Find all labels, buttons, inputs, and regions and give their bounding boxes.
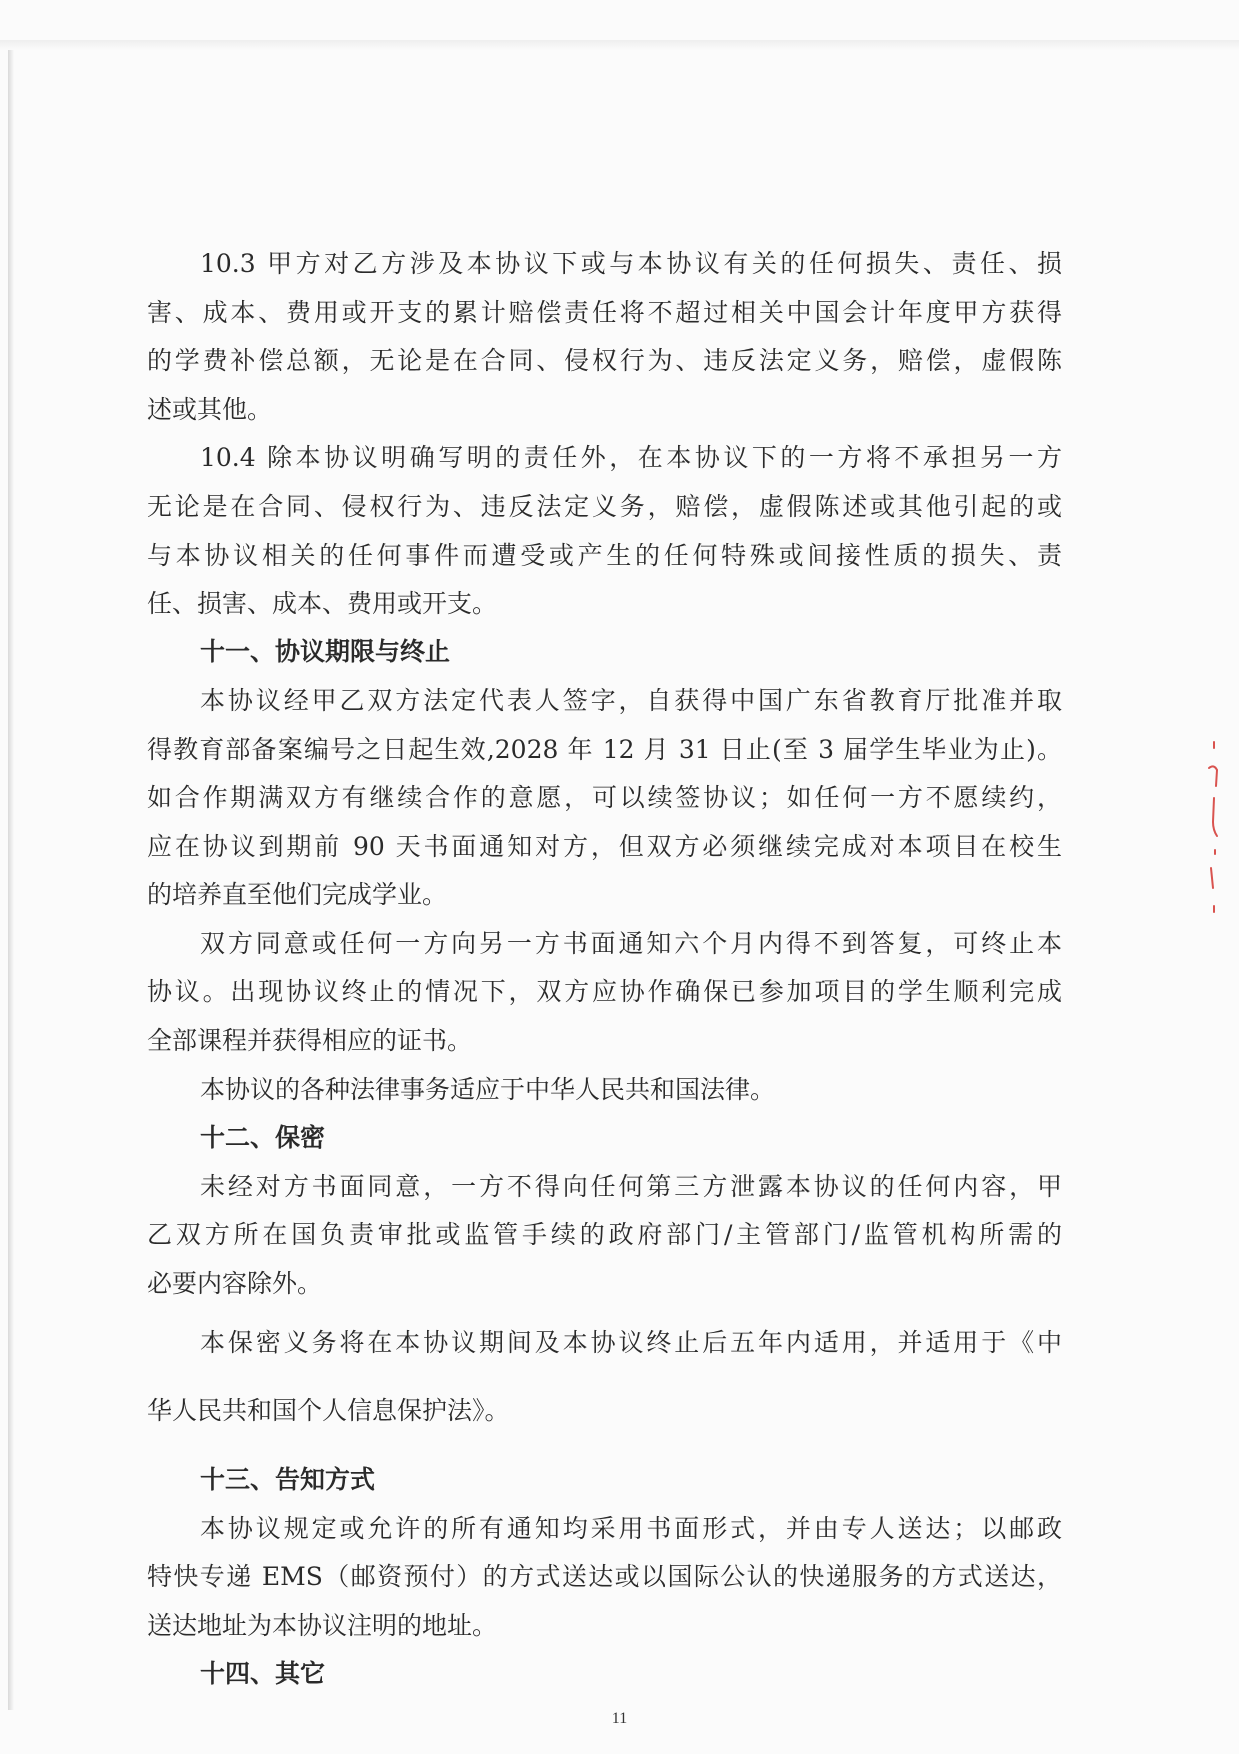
para-12-2-line-1: 本保密义务将在本协议期间及本协议终止后五年内适用，并适用于《中 [200, 1328, 1062, 1357]
seal-edge-mark [1205, 738, 1223, 918]
para-10-3-line-1: 10.3 甲方对乙方涉及本协议下或与本协议有关的任何损失、责任、损 [200, 249, 1062, 278]
para-11-2-line-2: 协议。出现协议终止的情况下，双方应协作确保已参加项目的学生顺利完成 [147, 977, 1062, 1006]
section-heading-14: 十四、其它 [200, 1659, 326, 1688]
para-13-1-line-2: 特快专递 EMS（邮资预付）的方式送达或以国际公认的快递服务的方式送达， [147, 1562, 1062, 1591]
para-11-2-line-1: 双方同意或任何一方向另一方书面通知六个月内得不到答复，可终止本 [200, 929, 1062, 958]
para-10-3-line-2: 害、成本、费用或开支的累计赔偿责任将不超过相关中国会计年度甲方获得 [147, 298, 1062, 327]
section-heading-13: 十三、告知方式 [200, 1465, 376, 1494]
scan-left-edge [8, 50, 14, 1710]
para-11-1-line-4: 应在协议到期前 90 天书面通知对方，但双方必须继续完成对本项目在校生 [147, 832, 1062, 861]
para-10-4-line-4: 任、损害、成本、费用或开支。 [147, 589, 498, 618]
para-11-1-line-2: 得教育部备案编号之日起生效,2028 年 12 月 31 日止(至 3 届学生毕业为止)。 [147, 735, 1062, 764]
para-10-3-line-3: 的学费补偿总额，无论是在合同、侵权行为、违反法定义务，赔偿，虚假陈 [147, 346, 1062, 375]
para-12-1-line-1: 未经对方书面同意，一方不得向任何第三方泄露本协议的任何内容，甲 [200, 1172, 1062, 1201]
para-11-1-line-3: 如合作期满双方有继续合作的意愿，可以续签协议；如任何一方不愿续约， [147, 783, 1062, 812]
para-11-1-line-1: 本协议经甲乙双方法定代表人签字，自获得中国广东省教育厅批准并取 [200, 686, 1062, 715]
para-13-1-line-3: 送达地址为本协议注明的地址。 [147, 1611, 498, 1640]
para-10-4-line-3: 与本协议相关的任何事件而遭受或产生的任何特殊或间接性质的损失、责 [147, 541, 1062, 570]
page-number: 11 [611, 1710, 628, 1727]
para-10-3-line-4: 述或其他。 [147, 395, 273, 424]
scan-top-shadow [0, 40, 1239, 50]
para-11-3-line-1: 本协议的各种法律事务适应于中华人民共和国法律。 [200, 1075, 776, 1104]
para-12-1-line-2: 乙双方所在国负责审批或监管手续的政府部门/主管部门/监管机构所需的 [147, 1220, 1062, 1249]
para-10-4-line-2: 无论是在合同、侵权行为、违反法定义务，赔偿，虚假陈述或其他引起的或 [147, 492, 1062, 521]
section-heading-11: 十一、协议期限与终止 [200, 637, 451, 666]
para-12-2-line-2: 华人民共和国个人信息保护法》。 [147, 1396, 510, 1425]
para-12-1-line-3: 必要内容除外。 [147, 1269, 323, 1298]
para-13-1-line-1: 本协议规定或允许的所有通知均采用书面形式，并由专人送达；以邮政 [200, 1514, 1062, 1543]
para-10-4-line-1: 10.4 除本协议明确写明的责任外，在本协议下的一方将不承担另一方 [200, 443, 1062, 472]
section-heading-12: 十二、保密 [200, 1123, 326, 1152]
para-11-2-line-3: 全部课程并获得相应的证书。 [147, 1026, 473, 1055]
para-11-1-line-5: 的培养直至他们完成学业。 [147, 880, 448, 909]
